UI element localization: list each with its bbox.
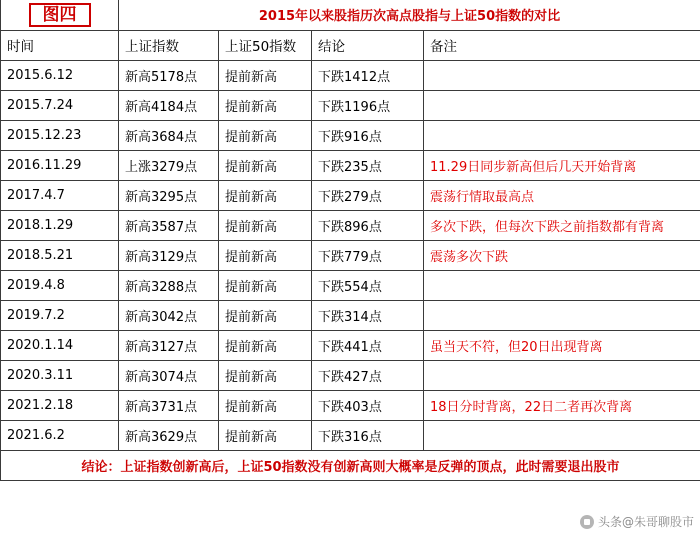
cell-sh-index: 新高5178点 <box>119 60 219 90</box>
page-title: 2015年以来股指历次高点股指与上证50指数的对比 <box>119 0 700 30</box>
cell-time: 2020.3.11 <box>1 360 119 390</box>
cell-note: 18日分时背离，22日二者再次背离 <box>424 390 700 420</box>
cell-note <box>424 420 700 450</box>
cell-sh50-index: 提前新高 <box>219 60 312 90</box>
cell-note: 震荡行情取最高点 <box>424 180 700 210</box>
cell-note: 震荡多次下跌 <box>424 240 700 270</box>
cell-conclusion: 下跌441点 <box>312 330 424 360</box>
cell-time: 2021.6.2 <box>1 420 119 450</box>
cell-conclusion: 下跌916点 <box>312 120 424 150</box>
table-header-row <box>1 30 700 60</box>
column-header: 上证指数 <box>119 30 219 60</box>
cell-sh50-index: 提前新高 <box>219 90 312 120</box>
watermark <box>580 513 694 530</box>
cell-time: 2015.6.12 <box>1 60 119 90</box>
cell-sh-index: 新高3042点 <box>119 300 219 330</box>
cell-sh-index: 新高4184点 <box>119 90 219 120</box>
cell-note <box>424 120 700 150</box>
title-row <box>1 0 700 30</box>
cell-conclusion: 下跌403点 <box>312 390 424 420</box>
cell-sh50-index: 提前新高 <box>219 240 312 270</box>
cell-sh50-index: 提前新高 <box>219 270 312 300</box>
cell-sh50-index: 提前新高 <box>219 330 312 360</box>
cell-sh50-index: 提前新高 <box>219 420 312 450</box>
table-row <box>1 180 700 210</box>
figure-badge: 图四 <box>29 3 91 27</box>
table-row <box>1 210 700 240</box>
title-badge-cell <box>1 0 119 30</box>
table-row <box>1 60 700 90</box>
headline-logo-icon <box>580 515 594 529</box>
conclusion-row <box>1 450 700 480</box>
cell-sh-index: 新高3731点 <box>119 390 219 420</box>
column-header: 备注 <box>424 30 700 60</box>
cell-sh-index: 新高3684点 <box>119 120 219 150</box>
cell-conclusion: 下跌1196点 <box>312 90 424 120</box>
cell-time: 2015.12.23 <box>1 120 119 150</box>
cell-conclusion: 下跌316点 <box>312 420 424 450</box>
cell-sh-index: 新高3629点 <box>119 420 219 450</box>
cell-sh50-index: 提前新高 <box>219 390 312 420</box>
table-row <box>1 90 700 120</box>
cell-sh50-index: 提前新高 <box>219 120 312 150</box>
cell-time: 2019.4.8 <box>1 270 119 300</box>
cell-note: 11.29日同步新高但后几天开始背离 <box>424 150 700 180</box>
cell-time: 2020.1.14 <box>1 330 119 360</box>
cell-sh-index: 新高3127点 <box>119 330 219 360</box>
table-row <box>1 420 700 450</box>
table-row <box>1 150 700 180</box>
cell-note <box>424 90 700 120</box>
cell-conclusion: 下跌554点 <box>312 270 424 300</box>
cell-sh-index: 新高3129点 <box>119 240 219 270</box>
cell-note: 虽当天不符，但20日出现背离 <box>424 330 700 360</box>
cell-sh-index: 新高3074点 <box>119 360 219 390</box>
cell-time: 2018.5.21 <box>1 240 119 270</box>
cell-time: 2018.1.29 <box>1 210 119 240</box>
cell-sh-index: 新高3295点 <box>119 180 219 210</box>
cell-sh-index: 上涨3279点 <box>119 150 219 180</box>
column-header: 上证50指数 <box>219 30 312 60</box>
cell-sh50-index: 提前新高 <box>219 360 312 390</box>
cell-note <box>424 300 700 330</box>
cell-time: 2015.7.24 <box>1 90 119 120</box>
cell-note <box>424 60 700 90</box>
cell-note <box>424 270 700 300</box>
cell-sh50-index: 提前新高 <box>219 150 312 180</box>
cell-time: 2021.2.18 <box>1 390 119 420</box>
cell-note: 多次下跌，但每次下跌之前指数都有背离 <box>424 210 700 240</box>
table-row <box>1 270 700 300</box>
table-row <box>1 360 700 390</box>
table-row <box>1 300 700 330</box>
table-row <box>1 120 700 150</box>
table-row <box>1 240 700 270</box>
cell-time: 2016.11.29 <box>1 150 119 180</box>
cell-conclusion: 下跌279点 <box>312 180 424 210</box>
cell-sh50-index: 提前新高 <box>219 300 312 330</box>
cell-note <box>424 360 700 390</box>
cell-conclusion: 下跌896点 <box>312 210 424 240</box>
cell-sh50-index: 提前新高 <box>219 180 312 210</box>
watermark-text: 头条@朱哥聊股市 <box>597 515 694 529</box>
table-row <box>1 330 700 360</box>
column-header: 时间 <box>1 30 119 60</box>
cell-time: 2017.4.7 <box>1 180 119 210</box>
conclusion-text: 结论：上证指数创新高后，上证50指数没有创新高则大概率是反弹的顶点，此时需要退出股市 <box>1 450 700 480</box>
cell-conclusion: 下跌427点 <box>312 360 424 390</box>
column-header: 结论 <box>312 30 424 60</box>
cell-sh-index: 新高3288点 <box>119 270 219 300</box>
cell-time: 2019.7.2 <box>1 300 119 330</box>
cell-sh50-index: 提前新高 <box>219 210 312 240</box>
cell-conclusion: 下跌314点 <box>312 300 424 330</box>
table-row <box>1 390 700 420</box>
cell-conclusion: 下跌1412点 <box>312 60 424 90</box>
cell-conclusion: 下跌779点 <box>312 240 424 270</box>
cell-conclusion: 下跌235点 <box>312 150 424 180</box>
cell-sh-index: 新高3587点 <box>119 210 219 240</box>
